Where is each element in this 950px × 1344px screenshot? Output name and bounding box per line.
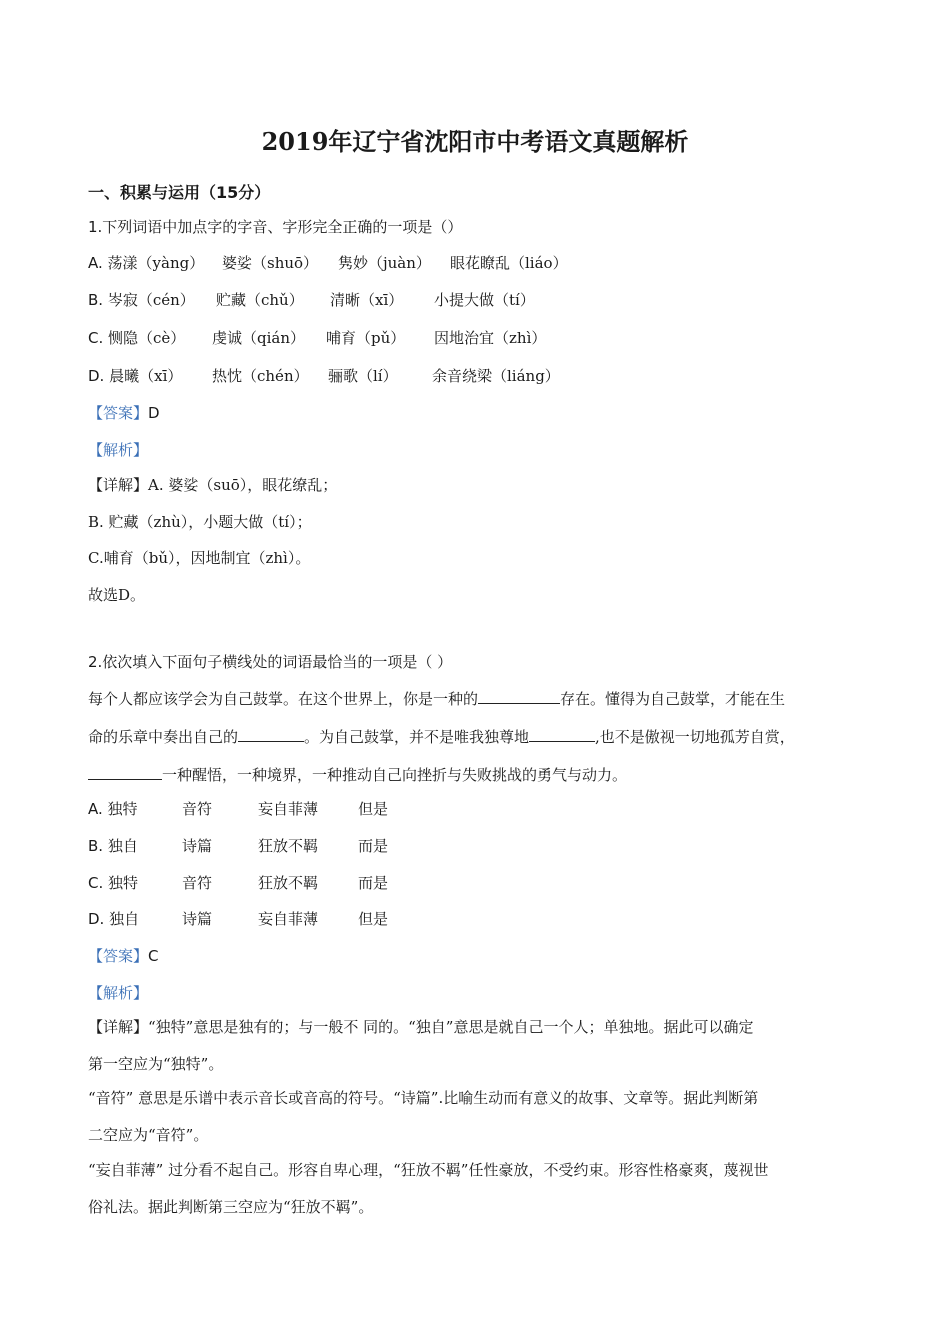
question-2-text: 2.依次填入下面句子横线处的词语最恰当的一项是（ ） bbox=[88, 653, 453, 671]
option-label: C. bbox=[88, 329, 104, 347]
option-item: 因地治宜（zhì） bbox=[434, 329, 547, 347]
option-d bbox=[88, 365, 182, 386]
option-label: B. bbox=[88, 837, 104, 855]
option-item: 恻隐（cè） bbox=[108, 329, 186, 347]
detail-text: B. 贮藏（zhù），小题大做（tí）； bbox=[88, 513, 312, 531]
detail-text: C.哺育（bǔ），因地制宜（zhì）。 bbox=[88, 549, 311, 567]
question-1-text: 1.下列词语中加点字的字音、字形完全正确的一项是（） bbox=[88, 218, 463, 236]
fill-blank bbox=[88, 765, 162, 780]
detail-tag: 【详解】 bbox=[88, 1018, 149, 1036]
option-word: 但是 bbox=[358, 910, 389, 928]
passage-text: 存在。懂得为自己鼓掌，才能在生 bbox=[560, 690, 786, 708]
option-item: 隽妙（juàn） bbox=[338, 254, 431, 272]
option-item: 婆娑（shuō） bbox=[222, 254, 319, 272]
detail-text: 第一空应为“独特”。 bbox=[88, 1055, 224, 1073]
answer-line bbox=[88, 402, 160, 423]
option-a bbox=[88, 252, 204, 273]
detail-line bbox=[88, 1016, 753, 1037]
answer-line bbox=[88, 945, 159, 966]
option-d bbox=[88, 908, 139, 929]
option-item: 荡漾（yàng） bbox=[107, 254, 205, 272]
option-b bbox=[88, 289, 195, 310]
section-heading: 一、积累与运用（15分） bbox=[88, 183, 271, 202]
option-c bbox=[88, 872, 138, 893]
option-word: 音符 bbox=[182, 874, 213, 892]
fill-blank bbox=[478, 689, 560, 704]
option-c bbox=[88, 327, 185, 348]
option-word: 而是 bbox=[358, 874, 389, 892]
option-word: 狂放不羁 bbox=[258, 837, 319, 855]
passage-line bbox=[88, 688, 785, 709]
option-item: 眼花瞭乱（liáo） bbox=[450, 254, 568, 272]
detail-text: A. 婆娑（suō），眼花缭乱； bbox=[148, 476, 338, 494]
option-word: 妄自菲薄 bbox=[258, 800, 319, 818]
option-word: 独特 bbox=[107, 800, 138, 818]
analysis-tag: 【解析】 bbox=[88, 441, 149, 459]
option-item: 贮藏（chǔ） bbox=[216, 291, 304, 309]
detail-text: “音符” 意思是乐谱中表示音长或音高的符号。“诗篇”.比喻生动而有意义的故事、文章等。据此判断第 bbox=[88, 1089, 759, 1107]
detail-tag: 【详解】 bbox=[88, 476, 149, 494]
option-word: 而是 bbox=[358, 837, 389, 855]
option-item: 热忱（chén） bbox=[212, 367, 309, 385]
detail-text: 二空应为“音符”。 bbox=[88, 1126, 209, 1144]
option-label: C. bbox=[88, 874, 104, 892]
passage-text: 。为自己鼓掌，并不是唯我独尊地 bbox=[304, 728, 530, 746]
option-word: 但是 bbox=[358, 800, 389, 818]
option-word: 独特 bbox=[108, 874, 139, 892]
fill-blank bbox=[238, 727, 304, 742]
fill-blank bbox=[529, 727, 595, 742]
question-2-stem bbox=[88, 651, 452, 672]
option-label: B. bbox=[88, 291, 104, 309]
detail-text: 俗礼法。据此判断第三空应为“狂放不羁”。 bbox=[88, 1198, 374, 1216]
option-word: 诗篇 bbox=[182, 910, 213, 928]
answer-value: D bbox=[148, 404, 160, 422]
passage-text: 每个人都应该学会为自己鼓掌。在这个世界上，你是一种的 bbox=[88, 690, 479, 708]
option-item: 哺育（pǔ） bbox=[326, 329, 406, 347]
detail-text: “妄自菲薄” 过分看不起自己。形容自卑心理，“狂放不羁”任性豪放，不受约束。形容性格豪爽，蔑视世 bbox=[88, 1161, 769, 1179]
option-item: 晨曦（xī） bbox=[109, 367, 183, 385]
option-item: 清晰（xī） bbox=[330, 291, 404, 309]
option-label: D. bbox=[88, 367, 105, 385]
option-label: A. bbox=[88, 254, 103, 272]
answer-value: C bbox=[148, 947, 159, 965]
page-title: 2019年辽宁省沈阳市中考语文真题解析 bbox=[261, 127, 689, 156]
option-item: 骊歌（lí） bbox=[328, 367, 398, 385]
option-word: 狂放不羁 bbox=[258, 874, 319, 892]
option-item: 余音绕梁（liáng） bbox=[432, 367, 560, 385]
passage-text: ,也不是傲视一切地孤芳自赏， bbox=[595, 728, 795, 746]
option-label: A. bbox=[88, 800, 103, 818]
passage-text: 命的乐章中奏出自己的 bbox=[88, 728, 239, 746]
passage-line bbox=[88, 764, 627, 785]
option-item: 虔诚（qián） bbox=[212, 329, 306, 347]
option-word: 独自 bbox=[107, 837, 138, 855]
option-word: 诗篇 bbox=[182, 837, 213, 855]
detail-text: 故选D。 bbox=[88, 586, 146, 604]
option-label: D. bbox=[88, 910, 105, 928]
detail-text: “独特”意思是独有的；与一般不 同的。“独自”意思是就自己一个人；单独地。据此可以确定 bbox=[148, 1018, 754, 1036]
option-a bbox=[88, 798, 138, 819]
option-item: 小提大做（tí） bbox=[434, 291, 535, 309]
detail-line bbox=[88, 474, 337, 495]
option-word: 音符 bbox=[182, 800, 213, 818]
passage-text: 一种醒悟，一种境界，一种推动自己向挫折与失败挑战的勇气与动力。 bbox=[162, 766, 628, 784]
option-word: 独自 bbox=[109, 910, 140, 928]
question-1-stem bbox=[88, 216, 462, 237]
analysis-tag: 【解析】 bbox=[88, 984, 149, 1002]
answer-tag: 【答案】 bbox=[88, 947, 149, 965]
answer-tag: 【答案】 bbox=[88, 404, 149, 422]
option-word: 妄自菲薄 bbox=[258, 910, 319, 928]
passage-line bbox=[88, 726, 795, 747]
option-item: 岑寂（cén） bbox=[107, 291, 195, 309]
option-b bbox=[88, 835, 138, 856]
